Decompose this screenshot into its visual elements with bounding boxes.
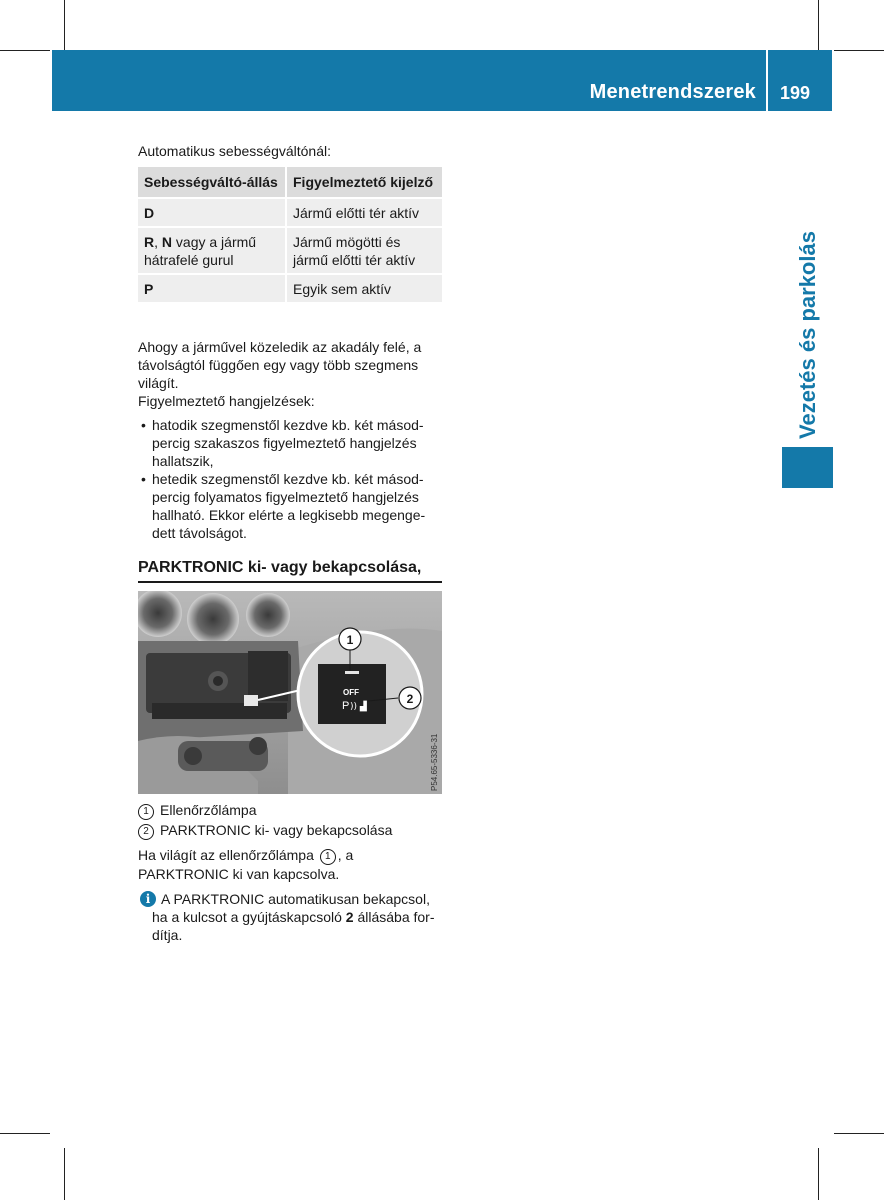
header-divider — [766, 50, 768, 111]
paragraph-approach: Ahogy a járművel közeledik az akadály felé, a távolságtól függően egy vagy több szegmens világít. — [138, 339, 422, 391]
table-cell-gear — [138, 227, 286, 274]
crop-mark — [818, 1148, 819, 1200]
header-title: Menetrendszerek — [589, 81, 756, 103]
side-tab-label: Vezetés és parkolás — [795, 231, 820, 439]
legend-item — [138, 801, 442, 820]
gear-description: vagy a jármű hátrafelé gurul — [144, 234, 257, 268]
page-number: 199 — [779, 83, 810, 103]
legend-text: Ellenőrzőlámpa — [160, 802, 257, 818]
text-run: Ha világít az ellenőrzőlámpa — [138, 847, 318, 863]
table-cell-display: Jármű mögötti és jármű előtti tér aktív — [286, 227, 442, 274]
parktronic-symbol: P — [342, 700, 350, 712]
legend-item — [138, 821, 442, 840]
info-note — [152, 890, 444, 944]
inline-number: 1 — [320, 849, 336, 865]
legend-number: 2 — [138, 824, 154, 840]
callout-2: 2 — [406, 692, 414, 706]
table-row — [138, 274, 442, 303]
text-run: A PARKTRONIC automatikusan bekapcsol, ha a kulcsot a gyújtáskapcsoló — [152, 891, 430, 925]
dashboard-photo — [138, 591, 442, 794]
info-icon: i — [140, 891, 156, 907]
crop-mark — [0, 50, 50, 51]
callout-1: 1 — [346, 633, 354, 647]
button-off-label: OFF — [343, 688, 359, 697]
bullet-list — [138, 416, 442, 542]
bold-run: 2 — [345, 909, 354, 925]
table-header-row — [138, 167, 442, 198]
page-header — [52, 50, 832, 111]
paragraph-indicator — [138, 846, 442, 883]
crop-mark — [818, 0, 819, 50]
table-row — [138, 227, 442, 274]
paragraph-warning-heading: Figyelmeztető hangjelzések: — [138, 393, 315, 409]
crop-mark — [0, 1133, 50, 1134]
table-row — [138, 198, 442, 227]
table-cell-display: Egyik sem aktív — [286, 274, 442, 303]
figure-reference-code: P54.65-5336-31 — [430, 733, 439, 791]
text-run: állásába for-dítja. — [152, 909, 435, 943]
gear-separator: , — [154, 234, 162, 250]
list-item: • hatodik szegmenstől kezdve kb. két másod-percig szakaszos figyelmeztető hangjelzés hallatszik, — [138, 416, 442, 470]
table-cell-gear — [138, 274, 286, 303]
text-run: , a PARKTRONIC ki van kapcsolva. — [138, 847, 354, 882]
crop-mark — [64, 1148, 65, 1200]
crop-mark — [834, 1133, 884, 1134]
list-item: • hetedik szegmenstől kezdve kb. két másod-percig folyamatos figyelmeztető hangjelzés hallható. Ekkor elérte a legkisebb megenge-dett távolságot. — [138, 470, 442, 542]
gear-code: N — [161, 234, 173, 250]
gear-code: R — [144, 234, 155, 250]
table-cell-gear — [138, 198, 286, 227]
gear-code: D — [144, 205, 155, 221]
section-title: PARKTRONIC ki- vagy bekapcsolása, — [138, 559, 442, 583]
gear-display-table — [138, 167, 442, 304]
table-cell-display: Jármű előtti tér aktív — [286, 198, 442, 227]
intro-text: Automatikus sebességváltónál: — [138, 143, 331, 159]
gear-code: P — [144, 281, 154, 297]
legend-text: PARKTRONIC ki- vagy bekapcsolása — [160, 822, 393, 838]
legend-number: 1 — [138, 804, 154, 820]
table-header-cell: Figyelmeztető kijelző — [286, 167, 442, 198]
crop-mark — [834, 50, 884, 51]
crop-mark — [64, 0, 65, 50]
table-header-cell: Sebességváltó-állás — [138, 167, 286, 198]
parktronic-waves-icon: )) ▟ — [350, 702, 367, 712]
side-tab-marker — [782, 447, 833, 488]
